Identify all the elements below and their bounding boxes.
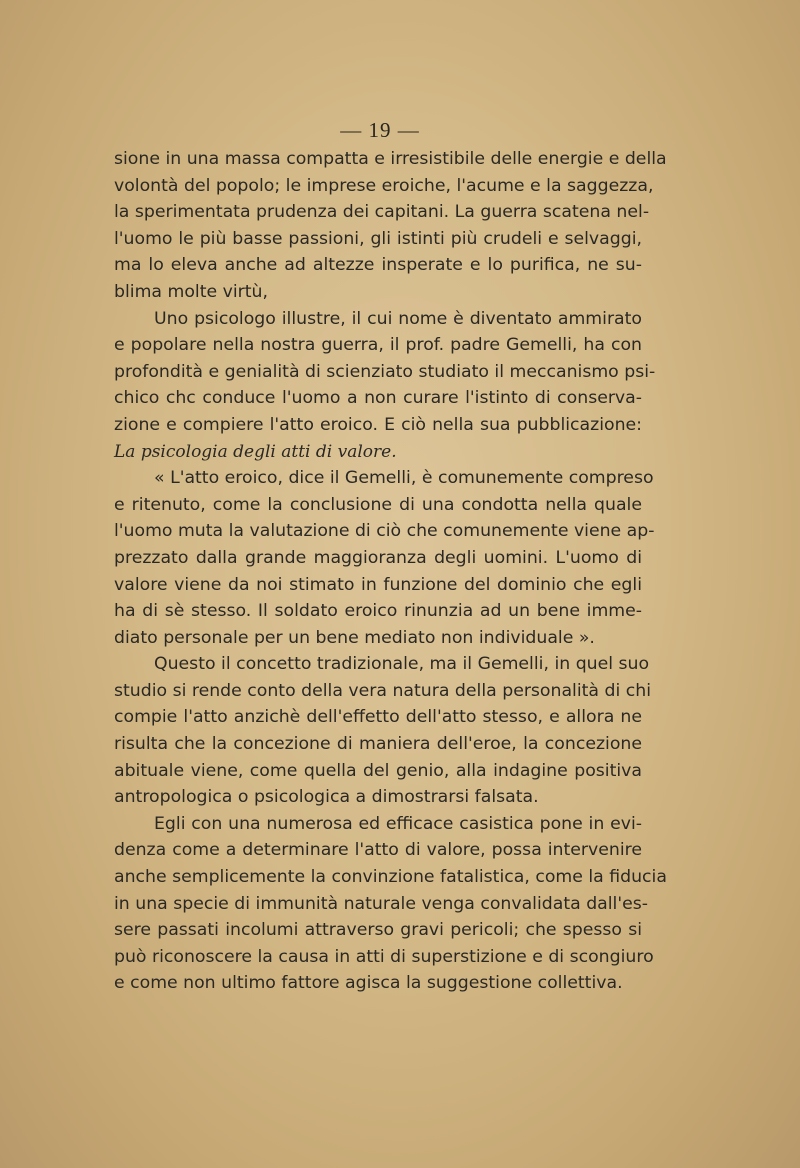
text-line: sere passati incolumi attraverso gravi pericoli; che spesso si xyxy=(114,920,642,941)
publication-title: La psicologia degli atti di valore. xyxy=(114,441,397,462)
text-line: blima molte virtù, xyxy=(114,281,268,302)
text-line: « L'atto eroico, dice il Gemelli, è comunemente compreso xyxy=(154,468,654,489)
text-line: zione e compiere l'atto eroico. E ciò nella sua pubblicazione: xyxy=(114,414,642,435)
text-line: Egli con una numerosa ed efficace casistica pone in evi- xyxy=(154,813,642,834)
text-line: e popolare nella nostra guerra, il prof. padre Gemelli, ha con xyxy=(114,335,642,356)
text-line: antropologica o psicologica a dimostrarsi falsata. xyxy=(114,787,539,808)
text-line: e ritenuto, come la conclusione di una condotta nella quale xyxy=(114,494,642,515)
text-line: Questo il concetto tradizionale, ma il Gemelli, in quel suo xyxy=(154,654,650,675)
text-line: sione in una massa compatta e irresistibile delle energie e della xyxy=(114,149,667,169)
body-text xyxy=(114,146,667,997)
text-line: denza come a determinare l'atto di valore, possa intervenire xyxy=(114,840,642,861)
text-line: ma lo eleva anche ad altezze insperate e lo purifica, ne su- xyxy=(114,255,642,276)
text-line: diato personale per un bene mediato non individuale ». xyxy=(114,627,595,648)
text-line: chico chc conduce l'uomo a non curare l'istinto di conserva- xyxy=(114,388,642,409)
text-line: risulta che la concezione di maniera dell'eroe, la concezione xyxy=(114,734,642,755)
text-line: abituale viene, come quella del genio, alla indagine positiva xyxy=(114,760,642,781)
text-line: Uno psicologo illustre, il cui nome è diventato ammirato xyxy=(154,308,642,329)
text-line: l'uomo le più basse passioni, gli istinti più crudeli e selvaggi, xyxy=(114,228,642,249)
text-line: studio si rende conto della vera natura della personalità di chi xyxy=(114,680,652,701)
text-line: la sperimentata prudenza dei capitani. La guerra scatena nel- xyxy=(114,202,650,223)
page-number: — 19 — xyxy=(340,118,420,142)
text-line: profondità e genialità di scienziato studiato il meccanismo psi- xyxy=(114,361,656,382)
text-line: valore viene da noi stimato in funzione del dominio che egli xyxy=(114,574,642,595)
text-line: ha di sè stesso. Il soldato eroico rinunzia ad un bene imme- xyxy=(114,601,642,622)
text-line: l'uomo muta la valutazione di ciò che comunemente viene ap- xyxy=(114,521,655,542)
text-line: in una specie di immunità naturale venga convalidata dall'es- xyxy=(114,893,648,914)
text-line: può riconoscere la causa in atti di superstizione e di scongiuro xyxy=(114,946,654,967)
text-line: prezzato dalla grande maggioranza degli uomini. L'uomo di xyxy=(114,547,642,568)
text-line: anche semplicemente la convinzione fatalistica, come la fiducia xyxy=(114,867,667,888)
text-line: volontà del popolo; le imprese eroiche, l'acume e la saggezza, xyxy=(114,175,654,196)
text-line: e come non ultimo fattore agisca la suggestione collettiva. xyxy=(114,973,623,994)
text-line: compie l'atto anzichè dell'effetto dell'atto stesso, e allora ne xyxy=(114,707,642,728)
